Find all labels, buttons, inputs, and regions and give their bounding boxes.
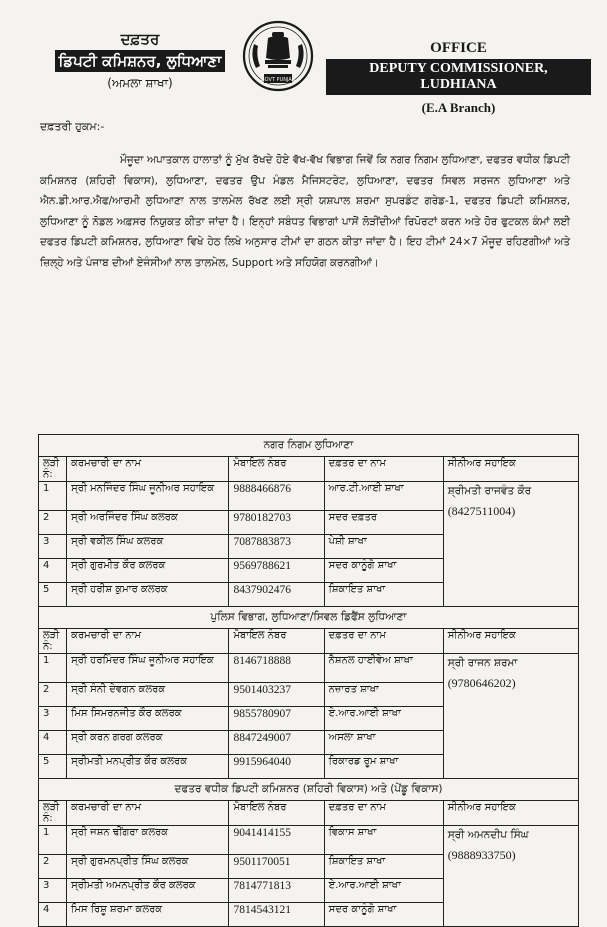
serial-number: 4 xyxy=(39,559,67,583)
order-heading: ਦਫ਼ਤਰੀ ਹੁਕਮ:- xyxy=(40,120,105,133)
table-row xyxy=(39,482,579,511)
employee-name: ਸ੍ਰੀ ਕਰਨ ਗਰਗ ਕਲਰਕ xyxy=(67,731,229,755)
column-header-mobile: ਮੋਬਾਇਲ ਨੰਬਰ xyxy=(229,801,324,826)
header-right-office: OFFICE xyxy=(430,40,487,56)
mobile-number: 9041414155 xyxy=(229,826,324,855)
mobile-number: 7814771813 xyxy=(229,879,324,903)
employee-name: ਸ੍ਰੀ ਸੰਨੀ ਦੇਵਗਨ ਕਲਰਕ xyxy=(67,683,229,707)
serial-number: 2 xyxy=(39,683,67,707)
serial-number: 5 xyxy=(39,583,67,607)
mobile-number: 8146718888 xyxy=(229,654,324,683)
column-header-senior: ਸੀਨੀਅਰ ਸਹਾਇਕ xyxy=(443,457,578,482)
column-header-sr: ਲੜੀ ਨੰ: xyxy=(39,629,67,654)
employee-name: ਸ੍ਰੀਮਤੀ ਅਮਨਪ੍ਰੀਤ ਕੌਰ ਕਲਰਕ xyxy=(67,879,229,903)
senior-assistant-phone: (9888933750) xyxy=(447,848,516,862)
senior-assistant-name: ਸ੍ਰੀ ਰਾਜਨ ਸ਼ਰਮਾ xyxy=(447,657,518,669)
serial-number: 1 xyxy=(39,654,67,683)
column-header-office: ਦਫ਼ਤਰ ਦਾ ਨਾਮ xyxy=(324,457,443,482)
mobile-number: 9569788621 xyxy=(229,559,324,583)
office-name: ਸਦਰ ਦਫ਼ਤਰ xyxy=(324,511,443,535)
column-header-office: ਦਫ਼ਤਰ ਦਾ ਨਾਮ xyxy=(324,801,443,826)
mobile-number: 9501170051 xyxy=(229,855,324,879)
header-right-branch: (E.A Branch) xyxy=(421,100,496,115)
mobile-number: 7087883873 xyxy=(229,535,324,559)
header-left-office: ਦਫ਼ਤਰ xyxy=(120,30,160,48)
column-header-row xyxy=(39,457,579,482)
header-right-title: DEPUTY COMMISSIONER, LUDHIANA xyxy=(326,59,591,95)
office-name: ਨਜ਼ਾਰਤ ਸ਼ਾਖਾ xyxy=(324,683,443,707)
column-header-name: ਕਰਮਚਾਰੀ ਦਾ ਨਾਮ xyxy=(67,629,229,654)
office-name: ਪੇਸ਼ੀ ਸ਼ਾਖਾ xyxy=(324,535,443,559)
section-title-row xyxy=(39,607,579,629)
office-name: ਸ਼ਿਕਾਇਤ ਸ਼ਾਖਾ xyxy=(324,855,443,879)
mobile-number: 9501403237 xyxy=(229,683,324,707)
office-name: ਵਿਕਾਸ ਸ਼ਾਖਾ xyxy=(324,826,443,855)
serial-number: 3 xyxy=(39,879,67,903)
serial-number: 1 xyxy=(39,826,67,855)
section-title: ਦਫਤਰ ਵਧੀਕ ਡਿਪਟੀ ਕਮਿਸ਼ਨਰ (ਸ਼ਹਿਰੀ ਵਿਕਾਸ) ਅਤੇ (ਪੇਂਡੂ ਵਿਕਾਸ) xyxy=(39,779,579,801)
office-name: ਏ.ਆਰ.ਆਈ ਸ਼ਾਖਾ xyxy=(324,879,443,903)
header-left-branch: (ਅਮਲਾ ਸ਼ਾਖਾ) xyxy=(107,76,173,90)
office-name: ਰਿਕਾਰਡ ਰੂਮ ਸ਼ਾਖਾ xyxy=(324,755,443,779)
serial-number: 3 xyxy=(39,707,67,731)
serial-number: 3 xyxy=(39,535,67,559)
serial-number: 2 xyxy=(39,855,67,879)
emblem-caption: GOVT PUNJAB xyxy=(260,77,296,83)
employee-name: ਸ੍ਰੀ ਮਨਜਿੰਦਰ ਸਿੰਘ ਜੂਨੀਅਰ ਸਹਾਇਕ xyxy=(67,482,229,511)
senior-assistant-name: ਸ਼੍ਰੀਮਤੀ ਰਾਜਵੰਤ ਕੌਰ xyxy=(447,485,532,497)
column-header-row xyxy=(39,629,579,654)
senior-assistant-phone: (9780646202) xyxy=(447,676,516,690)
employee-name: ਸ੍ਰੀਮਤੀ ਮਨਪ੍ਰੀਤ ਕੌਰ ਕਲਰਕ xyxy=(67,755,229,779)
column-header-senior: ਸੀਨੀਅਰ ਸਹਾਇਕ xyxy=(443,629,578,654)
serial-number: 4 xyxy=(39,903,67,927)
employee-name: ਸ੍ਰੀ ਹਰੀਸ਼ ਕੁਮਾਰ ਕਲਰਕ xyxy=(67,583,229,607)
column-header-senior: ਸੀਨੀਅਰ ਸਹਾਇਕ xyxy=(443,801,578,826)
office-name: ਸਦਰ ਕਾਨੂੰਗੋ ਸ਼ਾਖਾ xyxy=(324,903,443,927)
employee-name: ਮਿਸ ਸਿਮਰਨਜੀਤ ਕੌਰ ਕਲਰਕ xyxy=(67,707,229,731)
mobile-number: 9855780907 xyxy=(229,707,324,731)
mobile-number: 9780182703 xyxy=(229,511,324,535)
order-body-paragraph: ਮੌਜੂਦਾ ਅਪਾਤਕਾਲ ਹਾਲਾਤਾਂ ਨੂੰ ਮੁੱਖ ਰੱਖਦੇ ਹੋਏ ਵੱਖ-ਵੱਖ ਵਿਭਾਗ ਜਿਵੇਂ ਕਿ ਨਗਰ ਨਿਗਮ ਲੁਧਿਆਣਾ, ਦਫਤਰ ਵਧੀਕ ਡਿਪਟੀ ਕਮਿਸ਼ਨਰ (ਸ਼ਹਿਰੀ ਵਿਕਾਸ), ਲੁਧਿਆਣਾ, ਦਫਤਰ ਉਪ ਮੰਡਲ ਮੈਜਿਸਟਰੇਟ, ਲੁਧਿਆਣਾ, ਦਫਤਰ ਸਿਵਲ ਸਰਜਨ ਲੁਧਿਆਣਾ ਅਤੇ ਐਨ.ਡੀ.ਆਰ.ਐਫ/ਆਰਮੀ ਲੁਧਿਆਣਾ ਨਾਲ ਤਾਲਮੇਲ ਰੱਖਣ ਲਈ ਸ੍ਰੀ ਯਸ਼ਪਾਲ ਸ਼ਰਮਾ ਸੁਪਰਡੰਟ ਗਰੇਡ-1, ਦਫਤਰ ਡਿਪਟੀ ਕਮਿਸ਼ਨਰ, ਲੁਧਿਆਣਾ ਨੂੰ ਨੋਡਲ ਅਫ਼ਸਰ ਨਿਯੁਕਤ ਕੀਤਾ ਜਾਂਦਾ ਹੈ। ਇਨ੍ਹਾਂ ਸਬੰਧਤ ਵਿਭਾਗਾਂ ਪਾਸੋਂ ਲੋੜੀਂਦੀਆਂ ਰਿਪੋਰਟਾਂ ਕਰਨ ਅਤੇ ਹੋਰ ਫੁਟਕਲ ਕੰਮਾਂ ਲਈ ਦਫਤਰ ਡਿਪਟੀ ਕਮਿਸ਼ਨਰ, ਲੁਧਿਆਣਾ ਵਿਖੇ ਹੇਠ ਲਿਖੇ ਅਨੁਸਾਰ ਟੀਮਾਂ ਦਾ ਗਠਨ ਕੀਤਾ ਜਾਂਦਾ ਹੈ। ਇਹ ਟੀਮਾਂ 24×7 ਮੌਜੂਦ ਰਹਿਣਗੀਆਂ ਅਤੇ ਜ਼ਿਲ੍ਹੇ ਅਤੇ ਪੰਜਾਬ ਦੀਆਂ ਏਜੰਸੀਆਂ ਨਾਲ ਤਾਲਮੇਲ, Support ਅਤੇ ਸਹਿਯੋਗ ਕਰਨਗੀਆਂ। xyxy=(40,154,570,269)
column-header-mobile: ਮੋਬਾਇਲ ਨੰਬਰ xyxy=(229,457,324,482)
office-name: ਅਸਲਾ ਸ਼ਾਖਾ xyxy=(324,731,443,755)
section-title-row xyxy=(39,779,579,801)
office-name: ਸ਼ਿਕਾਇਤ ਸ਼ਾਖਾ xyxy=(324,583,443,607)
serial-number: 2 xyxy=(39,511,67,535)
column-header-row xyxy=(39,801,579,826)
mobile-number: 9888466876 xyxy=(229,482,324,511)
employee-name: ਸ੍ਰੀ ਗੁਰਮਨਪ੍ਰੀਤ ਸਿੰਘ ਕਲਰਕ xyxy=(67,855,229,879)
employee-name: ਸ੍ਰੀ ਗੁਰਮੀਤ ਕੌਰ ਕਲਰਕ xyxy=(67,559,229,583)
office-name: ਏ.ਆਰ.ਆਈ ਸ਼ਾਖਾ xyxy=(324,707,443,731)
office-name: ਆਰ.ਟੀ.ਆਈ ਸ਼ਾਖਾ xyxy=(324,482,443,511)
table-row xyxy=(39,654,579,683)
serial-number: 4 xyxy=(39,731,67,755)
employee-name: ਸ੍ਰੀ ਹਰਮਿੰਦਰ ਸਿੰਘ ਜੂਨੀਅਰ ਸਹਾਇਕ xyxy=(67,654,229,683)
employee-name: ਸ੍ਰੀ ਜਸ਼ਨ ਢੀਂਗਰਾ ਕਲਰਕ xyxy=(67,826,229,855)
senior-assistant-cell xyxy=(443,654,578,779)
staff-teams-table xyxy=(38,434,579,927)
employee-name: ਸ੍ਰੀ ਵਕੀਲ ਸਿੰਘ ਕਲਰਕ xyxy=(67,535,229,559)
mobile-number: 7814543121 xyxy=(229,903,324,927)
office-name: ਨੈਸ਼ਨਲ ਹਾਈਵੇਅ ਸ਼ਾਖਾ xyxy=(324,654,443,683)
serial-number: 5 xyxy=(39,755,67,779)
employee-name: ਮਿਸ ਰਿਸ਼ੂ ਸ਼ਰਮਾ ਕਲਰਕ xyxy=(67,903,229,927)
column-header-sr: ਲੜੀ ਨੰ: xyxy=(39,457,67,482)
employee-name: ਸ੍ਰੀ ਅਰਜਿੰਦਰ ਸਿੰਘ ਕਲਰਕ xyxy=(67,511,229,535)
column-header-mobile: ਮੋਬਾਇਲ ਨੰਬਰ xyxy=(229,629,324,654)
column-header-sr: ਲੜੀ ਨੰ: xyxy=(39,801,67,826)
column-header-name: ਕਰਮਚਾਰੀ ਦਾ ਨਾਮ xyxy=(67,801,229,826)
section-title-row xyxy=(39,435,579,457)
senior-assistant-phone: (8427511004) xyxy=(447,504,516,518)
mobile-number: 8437902476 xyxy=(229,583,324,607)
section-title: ਨਗਰ ਨਿਗਮ ਲੁਧਿਆਣਾ xyxy=(39,435,579,457)
serial-number: 1 xyxy=(39,482,67,511)
senior-assistant-cell xyxy=(443,826,578,927)
government-emblem-icon xyxy=(238,18,318,96)
office-name: ਸਦਰ ਕਾਨੂੰਗੋ ਸ਼ਾਖਾ xyxy=(324,559,443,583)
senior-assistant-cell xyxy=(443,482,578,607)
senior-assistant-name: ਸ੍ਰੀ ਅਮਨਦੀਪ ਸਿੰਘ xyxy=(447,829,529,841)
column-header-name: ਕਰਮਚਾਰੀ ਦਾ ਨਾਮ xyxy=(67,457,229,482)
section-title: ਪੁਲਿਸ ਵਿਭਾਗ, ਲੁਧਿਆਣਾ/ਸਿਵਲ ਡਿਫੈਂਸ ਲੁਧਿਆਣਾ xyxy=(39,607,579,629)
mobile-number: 9915964040 xyxy=(229,755,324,779)
table-row xyxy=(39,826,579,855)
header-right-english xyxy=(326,40,591,116)
header-left-title: ਡਿਪਟੀ ਕਮਿਸ਼ਨਰ, ਲੁਧਿਆਣਾ xyxy=(55,50,226,72)
mobile-number: 8847249007 xyxy=(229,731,324,755)
header-left-punjabi xyxy=(40,30,240,91)
column-header-office: ਦਫ਼ਤਰ ਦਾ ਨਾਮ xyxy=(324,629,443,654)
